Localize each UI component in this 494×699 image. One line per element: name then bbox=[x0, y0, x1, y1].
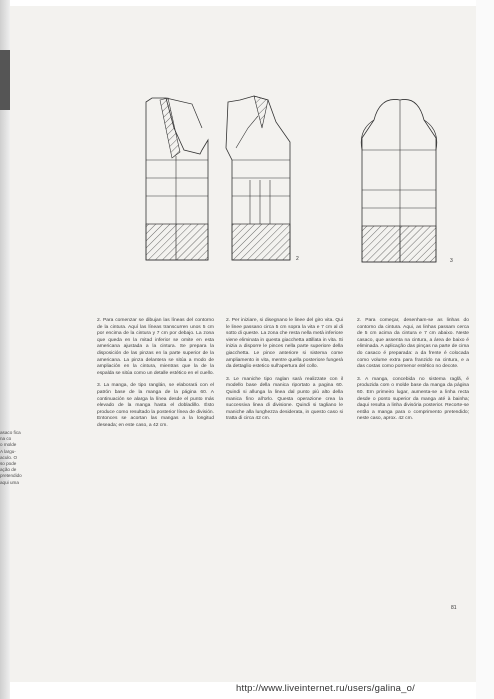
page-right-margin bbox=[476, 0, 494, 699]
figure-3-number: 3 bbox=[450, 258, 453, 264]
text-column-portuguese bbox=[357, 318, 469, 429]
paragraph-2-spanish: 2. Para comenzar se dibujan las líneas del contorno de la cintura. Aquí las líneas transcurren unos 5 cm por encima de la cintura y 7 cm por debajo. La zona que queda en la mitad inferior se omite en esta americana ajustada a la cintura. Se prepara la disposición de las pinzas en la parte superior de la americana. La pinza delantera se sitúa a modo de ampliación en la cintura, mientras que la de la espalda se sitúa como un detalle estético en el cuello. bbox=[97, 318, 214, 376]
figure-2-number: 2 bbox=[296, 256, 299, 262]
figure-2-jacket-pattern bbox=[136, 88, 304, 268]
text-column-spanish bbox=[97, 318, 214, 436]
text-column-italian bbox=[226, 318, 343, 429]
figure-3-sleeve-pattern bbox=[340, 90, 462, 268]
book-edge-tab bbox=[0, 50, 10, 110]
paragraph-2-italian: 2. Per iniziare, si disegnano le linee del giro vita. Qui le linee passano circa 5 cm sopra la vita e 7 cm al di sotto di queste. La zona che resta nella metà inferiore viene eliminata in questa giacchetta attillata in vita. Si inizia a disporre le pinces nella parte superiore della giacchetta. Le pince anteriore si sistema come ampliamento in vita, mentre quella posteriore fungerà da dettaglio estetico sull'apertura del collo. bbox=[226, 318, 343, 370]
paragraph-3-portuguese: 3. A manga, concebida no sistema raglã, é produzida com o molde base da manga da página 60. Em primeiro lugar, aumenta-se a linha recta desde o ponto superior da manga até à bainha; daqui resulta a linha divisória posterior. Recorte-se então a manga para o comprimento pretendido; neste caso, aprox. 42 cm. bbox=[357, 376, 469, 422]
paragraph-3-spanish: 3. La manga, de tipo ranglán, se elaborará con el patrón base de la manga de la página 60. A continuación se alarga la línea desde el punto más elevado de la manga hasta el dobladillo. Ésto produce como resultado la posterior línea de división. Entonces se acortan las mangas a la longitud deseada; en este caso, a 42 cm. bbox=[97, 383, 214, 428]
watermark-url: http://www.liveinternet.ru/users/galina_o/ bbox=[236, 683, 415, 694]
previous-page-edge-text: asaco fica na co o molde A largu- aculo. O so pode ação de pretendido aqui uma bbox=[0, 430, 22, 485]
page-number: 81 bbox=[451, 605, 457, 611]
paragraph-2-portuguese: 2. Para começar, desenham-se as linhas do contorno da cintura. Aqui, as linhas passam cerca de 5 cm acima da cintura e 7 cm abaixo. Neste casaco, que assenta na cintura, a área de baixo é eliminada. A aplicação das pinças na parte de cima do casaco é preparada: a da frente é colocada como volume extra para franzido na cintura, e a das costas como pormenor estético no decote. bbox=[357, 318, 469, 370]
paragraph-3-italian: 3. Le maniche tipo raglan sarà realizzate con il modello base della manica riportato a pagina 60. Quindi si allunga la linea dal punto più alto della manica fino all'orlo. Questa operazione crea la successiva linea di divisione. Quindi si tagliano le maniche alla lunghezza desiderata, in questo caso si tratta di circa 42 cm. bbox=[226, 376, 343, 422]
